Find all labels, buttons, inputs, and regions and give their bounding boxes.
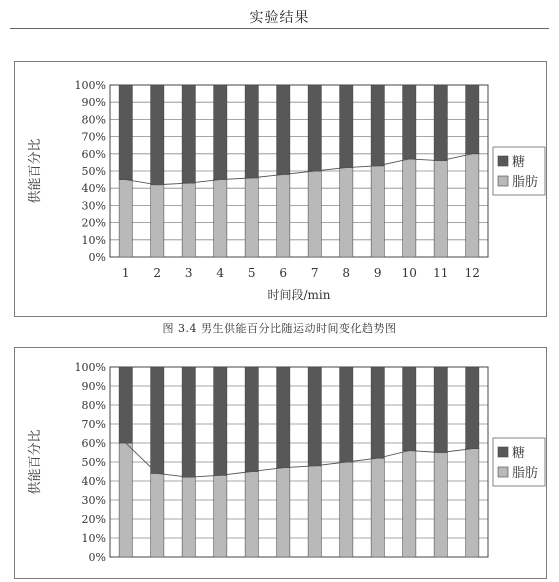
- chart2-ytick-label: 10%: [81, 532, 106, 545]
- chart1-bar-fat: [308, 171, 321, 257]
- chart1-xlabel: 时间段/min: [267, 288, 331, 302]
- chart2-ylabel: 供能百分比: [28, 429, 43, 495]
- chart2-bar-sugar: [182, 367, 195, 477]
- chart-male-energy-percent: [14, 61, 547, 317]
- chart1-bar-fat: [277, 174, 290, 257]
- chart2-ytick-label: 80%: [81, 399, 106, 412]
- chart1-xtick-label: 10: [401, 266, 417, 280]
- chart1-legend-swatch: [498, 156, 508, 166]
- chart1-ytick-label: 60%: [81, 147, 106, 161]
- chart1-bar-fat: [371, 166, 384, 257]
- chart1-ylabel: 供能百分比: [28, 138, 43, 204]
- chart1-bar-sugar: [151, 85, 164, 185]
- chart2-bar-fat: [119, 443, 132, 557]
- chart1-ytick-label: 0%: [88, 251, 106, 264]
- chart1-bar-fat: [434, 161, 447, 257]
- chart1-legend: [493, 147, 545, 195]
- chart2-bar-sugar: [466, 367, 479, 449]
- chart2-bar-fat: [340, 462, 353, 557]
- chart2-bar-fat: [151, 473, 164, 557]
- chart1-bar-sugar: [371, 85, 384, 166]
- header-divider: [10, 28, 549, 29]
- chart1-bar-fat: [119, 180, 132, 257]
- chart1-xtick-label: 7: [310, 266, 319, 280]
- chart1-ytick-label: 90%: [81, 96, 106, 110]
- chart2-bar-fat: [466, 449, 479, 557]
- chart1-bar-fat: [214, 180, 227, 257]
- chart1-bar-sugar: [119, 85, 132, 180]
- chart1-ytick-label: 50%: [81, 165, 106, 178]
- chart2-bar-fat: [182, 477, 195, 557]
- chart1-xtick-label: 1: [121, 266, 130, 280]
- chart1-bar-sugar: [308, 85, 321, 171]
- chart2-bar-fat: [403, 451, 416, 557]
- chart-energy-percent-2: [14, 347, 547, 579]
- chart2-legend-swatch: [498, 467, 508, 477]
- chart2-svg: [15, 348, 546, 578]
- chart1-trend-line: [126, 154, 473, 185]
- chart1-bar-sugar: [182, 85, 195, 183]
- chart1-svg: [15, 62, 546, 316]
- chart2-ytick-label: 90%: [81, 380, 106, 393]
- chart2-ytick-label: 60%: [81, 437, 106, 450]
- figure-caption: 图 3.4 男生供能百分比随运动时间变化趋势图: [162, 322, 397, 335]
- chart1-bar-fat: [466, 154, 479, 257]
- chart1-bar-fat: [245, 178, 258, 257]
- chart1-ytick-label: 80%: [81, 113, 106, 127]
- chart2-legend-label: 脂肪: [512, 466, 539, 481]
- page-title: 实验结果: [249, 10, 310, 26]
- chart1-bar-sugar: [466, 85, 479, 154]
- chart2-ytick-label: 40%: [81, 475, 106, 488]
- page-header: [0, 0, 559, 36]
- chart1-xtick-label: 6: [279, 266, 288, 280]
- chart1-ytick-label: 100%: [74, 79, 106, 92]
- chart1-legend-label: 糖: [512, 155, 526, 170]
- chart1-bar-sugar: [277, 85, 290, 174]
- chart1-ytick-label: 40%: [81, 182, 106, 196]
- chart1-legend-swatch: [498, 176, 508, 186]
- chart2-bar-sugar: [151, 367, 164, 473]
- chart1-bar-sugar: [434, 85, 447, 161]
- chart1-xtick-label: 3: [184, 266, 193, 280]
- chart2-trend-line: [126, 443, 473, 477]
- chart2-bar-sugar: [403, 367, 416, 451]
- chart1-bar-fat: [403, 159, 416, 257]
- chart1-bar-sugar: [214, 85, 227, 180]
- chart1-xtick-label: 9: [373, 266, 382, 280]
- chart1-bar-sugar: [340, 85, 353, 168]
- chart1-bar-sugar: [245, 85, 258, 178]
- chart2-bar-sugar: [277, 367, 290, 468]
- chart2-legend-swatch: [498, 447, 508, 457]
- chart1-bar-fat: [340, 168, 353, 257]
- chart1-ytick-label: 70%: [81, 130, 106, 144]
- chart2-ytick-label: 50%: [81, 456, 106, 469]
- chart1-xtick-label: 8: [342, 266, 351, 280]
- chart1-ytick-label: 30%: [81, 199, 106, 213]
- chart2-bar-sugar: [245, 367, 258, 472]
- chart2-bar-sugar: [371, 367, 384, 458]
- chart2-ytick-label: 30%: [81, 494, 106, 507]
- chart1-xtick-label: 5: [247, 266, 256, 280]
- chart2-bar-fat: [308, 466, 321, 557]
- chart1-xtick-label: 4: [216, 266, 225, 280]
- chart2-legend: [493, 438, 545, 486]
- chart2-bar-sugar: [214, 367, 227, 475]
- chart2-ytick-label: 0%: [88, 551, 106, 564]
- chart2-bar-sugar: [434, 367, 447, 453]
- chart1-ytick-label: 20%: [81, 216, 106, 230]
- chart2-bar-fat: [214, 475, 227, 557]
- chart2-legend-label: 糖: [512, 446, 526, 461]
- chart2-bar-fat: [371, 458, 384, 557]
- chart2-ytick-label: 20%: [81, 513, 106, 526]
- chart1-xtick-label: 11: [433, 266, 449, 280]
- chart2-bar-sugar: [308, 367, 321, 466]
- chart1-xtick-label: 2: [153, 266, 162, 280]
- chart2-bar-sugar: [119, 367, 132, 443]
- chart2-bar-sugar: [340, 367, 353, 462]
- chart2-ytick-label: 70%: [81, 418, 106, 431]
- chart2-bar-fat: [245, 472, 258, 558]
- chart1-xtick-label: 12: [464, 266, 480, 280]
- chart1-bar-fat: [151, 185, 164, 257]
- chart2-ytick-label: 100%: [74, 361, 106, 374]
- chart1-bar-fat: [182, 183, 195, 257]
- chart2-bar-fat: [434, 453, 447, 558]
- chart1-legend-label: 脂肪: [512, 175, 539, 190]
- chart1-ytick-label: 10%: [81, 233, 106, 247]
- chart2-bar-fat: [277, 468, 290, 557]
- chart1-bar-sugar: [403, 85, 416, 159]
